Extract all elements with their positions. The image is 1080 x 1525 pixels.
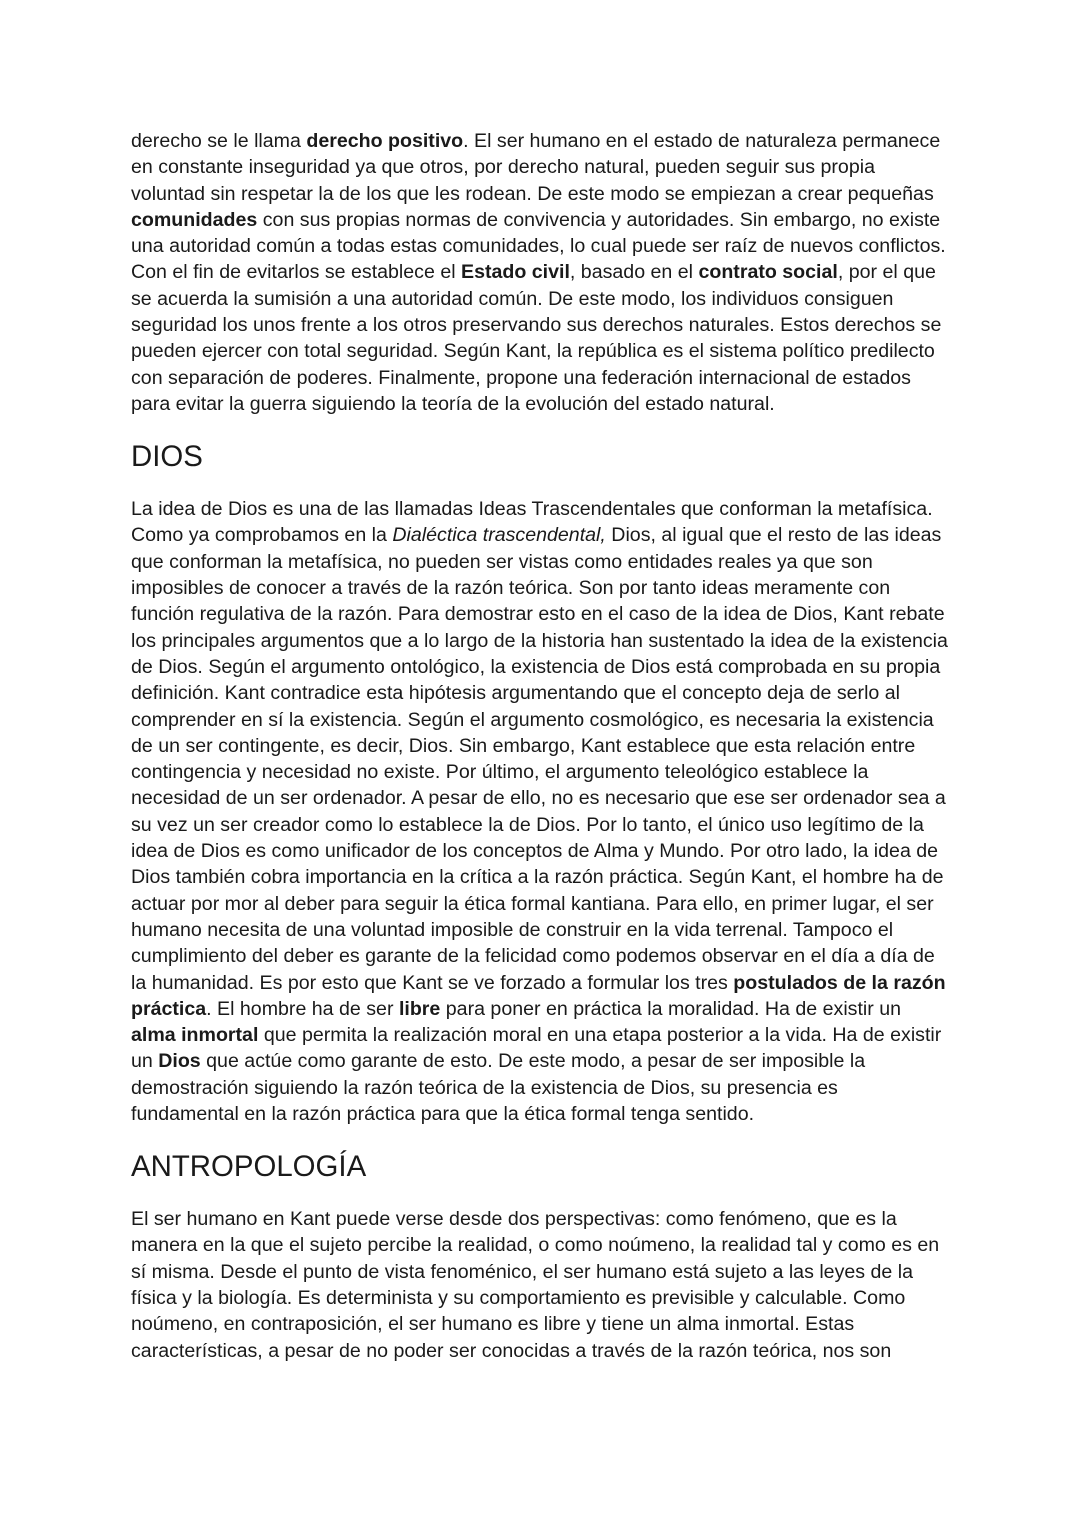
text-run: . El hombre ha de ser	[206, 997, 399, 1020]
emphasis-bold: alma inmortal	[131, 1024, 259, 1047]
emphasis-bold: libre	[398, 997, 441, 1020]
emphasis-bold: postulados de la razón práctica	[131, 971, 946, 1020]
section-heading-antropologia: ANTROPOLOGÍA	[131, 1149, 367, 1183]
text-run: . El ser humano en el estado de naturaleza permanece en constante inseguridad ya que otros, por derecho natural, pueden seguir sus propia voluntad sin respetar la de los que les rodean. De este modo se empiezan a crear pequeñas	[131, 130, 941, 205]
emphasis-bold: Dios	[158, 1050, 201, 1073]
emphasis-bold: contrato social	[698, 261, 838, 284]
section-heading-dios: DIOS	[131, 439, 203, 473]
text-run: para poner en práctica la moralidad. Ha de existir un	[440, 997, 902, 1020]
document-page	[131, 128, 951, 1364]
text-run: que actúe como garante de esto. De este modo, a pesar de ser imposible la demostración siguiendo la razón teórica de la existencia de Dios, su presencia es fundamental en la razón práctica para que la ética formal tenga sentido.	[131, 1050, 866, 1125]
emphasis-bold: derecho positivo	[306, 130, 464, 152]
text-run: Dios, al igual que el resto de las ideas que conforman la metafísica, no pueden ser vistas como entidades reales ya que son imposibles de conocer a través de la razón teórica. Son por tanto ideas meramente con función regulativa de la razón. Para demostrar esto en el caso de la idea de Dios, Kant rebate los principales argumentos que a lo largo de la historia han sustentado la idea de la existencia de Dios. Según el argumento ontológico, la existencia de Dios está comprobada en su propia definición. Kant contradice esta hipótesis argumentando que el concepto deja de serlo al comprender en sí la existencia. Según el argumento cosmológico, es necesaria la existencia de un ser contingente, es decir, Dios. Sin embargo, Kant establece que esta relación entre contingencia y necesidad no existe. Por último, el argumento teleológico establece la necesidad de un ser ordenador. A pesar de ello, no es necesario que ese ser ordenador sea a su vez un ser creador como lo establece la de Dios. Por lo tanto, el único uso legítimo de la idea de Dios es como unificador de los conceptos de Alma y Mundo. Por otro lado, la idea de Dios también cobra importancia en la crítica a la razón práctica. Según Kant, el hombre ha de actuar por mor al deber para seguir la ética formal kantiana. Para ello, en primer lugar, el ser humano necesita de una voluntad imposible de construir en la vida terrenal. Tampoco el cumplimiento del deber es garante de la felicidad como podemos observar en el día a día de la humanidad. Es por esto que Kant se ve forzado a formular los tres	[131, 524, 948, 994]
text-run: , por el que se acuerda la sumisión a una autoridad común. De este modo, los individuos consiguen seguridad los unos frente a los otros preservando sus derechos naturales. Estos derechos se pueden ejercer con total seguridad. Según Kant, la república es el sistema político predilecto con separación de poderes. Finalmente, propone una federación internacional de estados para evitar la guerra siguiendo la teoría de la evolución del estado natural.	[131, 261, 942, 415]
text-run: derecho se le llama	[131, 130, 307, 152]
emphasis-bold: comunidades	[131, 208, 258, 231]
paragraph-dios	[131, 496, 951, 1127]
emphasis-italic: Dialéctica trascendental,	[392, 524, 606, 547]
text-run: con sus propias normas de convivencia y autoridades. Sin embargo, no existe una autoridad común a todas estas comunidades, lo cual puede ser raíz de nuevos conflictos. Con el fin de evitarlos se establece el	[131, 208, 946, 284]
text-run: El ser humano en Kant puede verse desde dos perspectivas: como fenómeno, que es la manera en la que el sujeto percibe la realidad, o como noúmeno, la realidad tal y como es en sí misma. Desde el punto de vista fenoménico, el ser humano está sujeto a las leyes de la física y la biología. Es determinista y su comportamiento es previsible y calculable. Como noúmeno, en contraposición, el ser humano es libre y tiene un alma inmortal. Estas características, a pesar de no poder ser conocidas a través de la razón teórica, nos son	[131, 1208, 940, 1362]
emphasis-bold: Estado civil	[461, 261, 570, 284]
paragraph-estado-civil	[131, 128, 951, 417]
text-run: que permita la realización moral en una etapa posterior a la vida. Ha de existir un	[131, 1024, 942, 1073]
text-run: La idea de Dios es una de las llamadas Ideas Trascendentales que conforman la metafísica. Como ya comprobamos en la	[131, 498, 933, 547]
paragraph-antropologia	[131, 1206, 951, 1364]
text-run: , basado en el	[569, 261, 699, 284]
